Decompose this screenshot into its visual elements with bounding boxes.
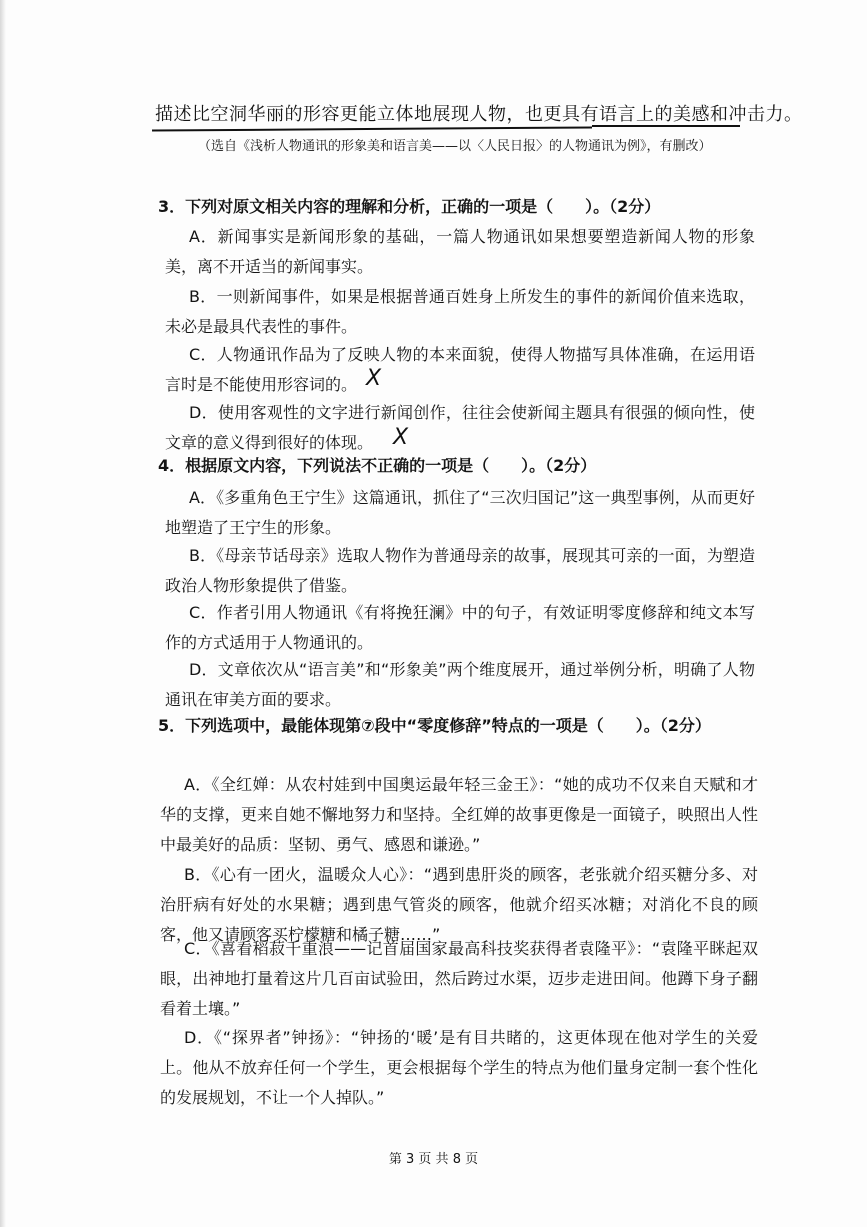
question-3-option-a: A．新闻事实是新闻形象的基础，一篇人物通讯如果想要塑造新闻人物的形象美，离不开适当的新闻事实。 <box>165 227 755 276</box>
scan-edge-shadow <box>0 0 6 1227</box>
source-citation: （选自《浅析人物通讯的形象美和语言美——以〈人民日报〉的人物通讯为例》，有删改） <box>198 139 712 154</box>
question-5-stem: 5．下列选项中，最能体现第⑦段中“零度修辞”特点的一项是（ ）。（2分） <box>158 716 711 735</box>
question-4-option-d: D．文章依次从“语言美”和“形象美”两个维度展开，通过举例分析，明确了人物通讯在审美方面的要求。 <box>165 660 755 709</box>
handwritten-x-mark: X <box>393 425 409 450</box>
question-3-stem: 3．下列对原文相关内容的理解和分析，正确的一项是（ ）。（2分） <box>158 197 661 216</box>
question-4-stem: 4．根据原文内容，下列说法不正确的一项是（ ）。（2分） <box>158 456 597 475</box>
intro-sentence: 描述比空洞华丽的形容更能立体地展现人物，也更具有语言上的美感和冲击力。 <box>155 104 803 125</box>
question-3-option-c: C．人物通讯作品为了反映人物的本来面貌，使得人物描写具体准确，在运用语言时是不能使用形容词的。 <box>165 345 755 394</box>
question-5-option-b: B．《心有一团火，温暖众人心》：“遇到患肝炎的顾客，老张就介绍买糖分多、对治肝病有好处的水果糖；遇到患气管炎的顾客，他就介绍买冰糖；对消化不良的顾客，他又请顾客买柠檬糖和橘子糖……” <box>160 865 758 944</box>
question-4-option-b: B．《母亲节话母亲》选取人物作为普通母亲的故事，展现其可亲的一面，为塑造政治人物形象提供了借鉴。 <box>165 546 755 595</box>
question-4-option-a: A．《多重角色王宁生》这篇通讯，抓住了“三次归国记”这一典型事例，从而更好地塑造了王宁生的形象。 <box>165 488 755 537</box>
handwritten-x-mark: X <box>366 366 382 391</box>
question-4-option-c: C．作者引用人物通讯《有将挽狂澜》中的句子，有效证明零度修辞和纯文本写作的方式适用于人物通讯的。 <box>165 603 755 652</box>
handwritten-underline-2 <box>592 121 740 127</box>
page-footer: 第 3 页 共 8 页 <box>388 1152 479 1167</box>
question-3-option-b: B．一则新闻事件，如果是根据普通百姓身上所发生的事件的新闻价值来选取，未必是最具代表性的事件。 <box>165 287 755 336</box>
question-5-option-d: D．《“探界者”钟扬》：“钟扬的‘暖’是有目共睹的，这更体现在他对学生的关爱上。他从不放弃任何一个学生，更会根据每个学生的特点为他们量身定制一套个性化的发展规划，不让一个人掉队。” <box>160 1028 758 1107</box>
question-5-option-c: C．《喜看稻菽千重浪——记首届国家最高科技奖获得者袁隆平》：“袁隆平眯起双眼，出神地打量着这片几百亩试验田，然后跨过水渠，迈步走进田间。他蹲下身子翻看着土壤。” <box>160 939 758 1018</box>
question-5-option-a: A．《全红婵：从农村娃到中国奥运最年轻三金王》：“她的成功不仅来自天赋和才华的支撑，更来自她不懈地努力和坚持。全红婵的故事更像是一面镜子，映照出人性中最美好的品质：坚韧、勇气、感恩和谦逊。” <box>160 775 758 854</box>
question-3-option-d: D．使用客观性的文字进行新闻创作，往往会使新闻主题具有很强的倾向性，使文章的意义得到很好的体现。 <box>165 403 755 452</box>
